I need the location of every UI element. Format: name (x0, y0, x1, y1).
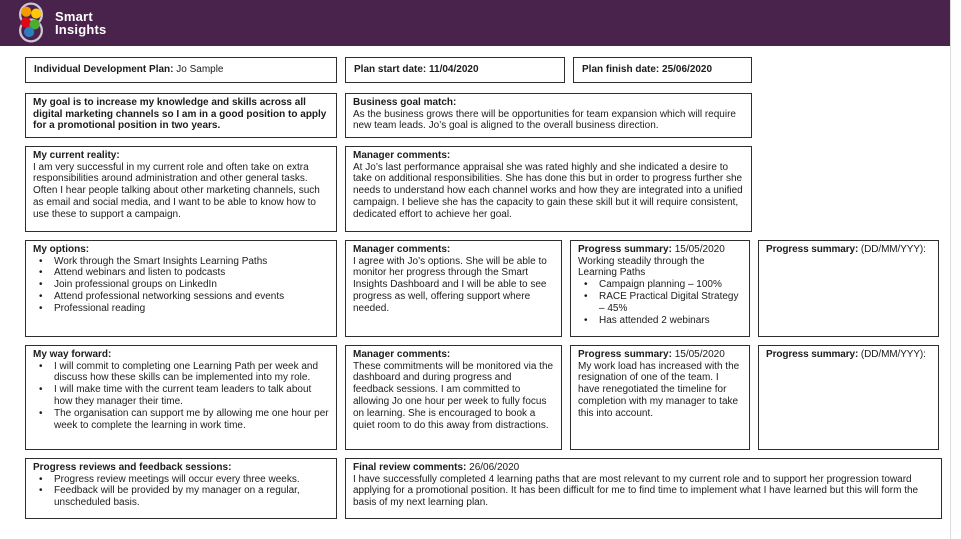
smart-insights-logo (14, 2, 106, 44)
progress-summary-date: 15/05/2020 (674, 243, 725, 255)
reality-row (25, 146, 950, 232)
page-edge (950, 0, 961, 539)
logo-petal-yellow (31, 8, 41, 18)
business-goal-match-body: As the business grows there will be opportunities for team expansion which will require new team leads. Jo’s goal is aligned to the overall business direction. (353, 108, 736, 132)
logo-petal-blue (24, 27, 34, 37)
manager-comments-body: I agree with Jo’s options. She will be able to monitor her progress through the Smart Insights Dashboard and I will be able to see progress as well, offering support where needed. (353, 255, 547, 314)
progress-summary-label: Progress summary: (578, 243, 672, 255)
goal-row (25, 93, 950, 138)
title-row (25, 57, 950, 83)
business-goal-match-box (345, 93, 752, 138)
manager-comments-label: Manager comments: (353, 348, 451, 360)
progress-summary-heading (766, 349, 931, 361)
smart-insights-logo-icon (14, 2, 48, 44)
list-item: • Professional reading (33, 303, 329, 315)
progress-reviews-list (33, 474, 329, 509)
progress-summary-date: 15/05/2020 (674, 348, 725, 360)
list-item: • RACE Practical Digital Strategy – 45% (578, 291, 742, 315)
progress-summary-heading (578, 244, 742, 256)
final-review-date: 26/06/2020 (469, 461, 520, 473)
brand-line-2: Insights (55, 22, 107, 37)
final-review-label: Final review comments: (353, 461, 467, 473)
progress-summary-intro: Working steadily through the Learning Paths (578, 255, 705, 279)
progress-summary-date-placeholder: (DD/MM/YYY): (860, 243, 926, 255)
progress-reviews-label: Progress reviews and feedback sessions: (33, 461, 232, 473)
list-item: • Has attended 2 webinars (578, 315, 742, 327)
progress-summary-blank-box (758, 240, 939, 337)
plan-title-label: Individual Development Plan: (34, 64, 174, 75)
list-item: • I will make time with the current team leaders to talk about how they manager their time. (33, 384, 329, 408)
manager-comments-label: Manager comments: (353, 149, 451, 161)
brand-wordmark (55, 10, 106, 36)
final-review-body: I have successfully completed 4 learning paths that are most relevant to my current role and to support her progression toward applying for a promotional position. It has been difficult for me to find time to implement what I have learned but this will form the basis of my next learning plan. (353, 473, 919, 509)
my-options-label: My options: (33, 243, 90, 255)
header-bar (0, 0, 950, 46)
plan-title-box (25, 57, 337, 83)
my-goal-box: My goal is to increase my knowledge and skills across all digital marketing channels so I am in a good position to apply for a promotional position in two years. (25, 93, 337, 138)
my-way-forward-label: My way forward: (33, 348, 112, 360)
progress-summary-heading (578, 349, 742, 361)
list-item: • I will commit to completing one Learning Path per week and discuss how these skills can be implemented into my role. (33, 361, 329, 385)
final-review-heading (353, 462, 934, 474)
progress-summary-blank-box (758, 345, 939, 450)
my-options-box (25, 240, 337, 337)
plan-form (0, 46, 950, 519)
list-item: • Join professional groups on LinkedIn (33, 279, 329, 291)
list-item: • Attend professional networking sessions and events (33, 291, 329, 303)
list-item: • The organisation can support me by allowing me one hour per week to complete the learning in work time. (33, 408, 329, 432)
progress-summary-1-box (570, 345, 750, 450)
logo-petal-red (21, 17, 31, 27)
list-item: • Attend webinars and listen to podcasts (33, 267, 329, 279)
final-review-box (345, 458, 942, 519)
plan-title-value: Jo Sample (176, 64, 224, 75)
list-item: • Feedback will be provided by my manager on a regular, unscheduled basis. (33, 485, 329, 509)
current-reality-label: My current reality: (33, 149, 120, 161)
current-reality-body: I am very successful in my current role and often take on extra responsibilities around administration and other general tasks. Often I hear people talking about other marketing channels, such as email and social media, and I want to be able to know how to use these to support a campaign. (33, 161, 320, 220)
progress-summary-label: Progress summary: (578, 348, 672, 360)
manager-comments-forward-box (345, 345, 562, 450)
options-row (25, 240, 950, 337)
brand-line-1: Smart (55, 9, 93, 24)
progress-summary-list (578, 279, 742, 326)
business-goal-match-label: Business goal match: (353, 96, 457, 108)
plan-start-date-box: Plan start date: 11/04/2020 (345, 57, 565, 83)
my-way-forward-box (25, 345, 337, 450)
current-reality-box (25, 146, 337, 232)
progress-summary-date-placeholder: (DD/MM/YYY): (860, 348, 926, 360)
manager-comments-options-box (345, 240, 562, 337)
list-item: • Progress review meetings will occur every three weeks. (33, 474, 329, 486)
my-options-list (33, 256, 329, 315)
progress-summary-label: Progress summary: (766, 348, 859, 360)
progress-summary-body: My work load has increased with the resignation of one of the team. I have renegotiated the timeline for completion with my manager to take this into account. (578, 360, 740, 419)
list-item: • Work through the Smart Insights Learning Paths (33, 256, 329, 268)
manager-comments-label: Manager comments: (353, 243, 451, 255)
manager-comments-reality-box (345, 146, 752, 232)
logo-petal-orange (21, 7, 31, 17)
review-row (25, 458, 950, 519)
list-item: • Campaign planning – 100% (578, 279, 742, 291)
progress-summary-1-box (570, 240, 750, 337)
progress-summary-label: Progress summary: (766, 243, 859, 255)
manager-comments-body: At Jo’s last performance appraisal she was rated highly and she indicated a desire to take on additional responsibilities. She has done this but in order to progress further she needs to understand how each channel works and how they are integrated into a unified campaign. I believe she has the capacity to gain these skill but it will require consistent, dedicated effort to achieve her goal. (353, 161, 743, 220)
manager-comments-body: These commitments will be monitored via the dashboard and during progress and feedback sessions. I am committed to allowing Jo one hour per week to fully focus on learning. She is encouraged to book a quiet room to do this away from distractions. (353, 360, 554, 431)
way-forward-row (25, 345, 950, 450)
progress-reviews-box (25, 458, 337, 519)
progress-summary-heading (766, 244, 931, 256)
plan-finish-date-box: Plan finish date: 25/06/2020 (573, 57, 752, 83)
my-way-forward-list (33, 361, 329, 432)
